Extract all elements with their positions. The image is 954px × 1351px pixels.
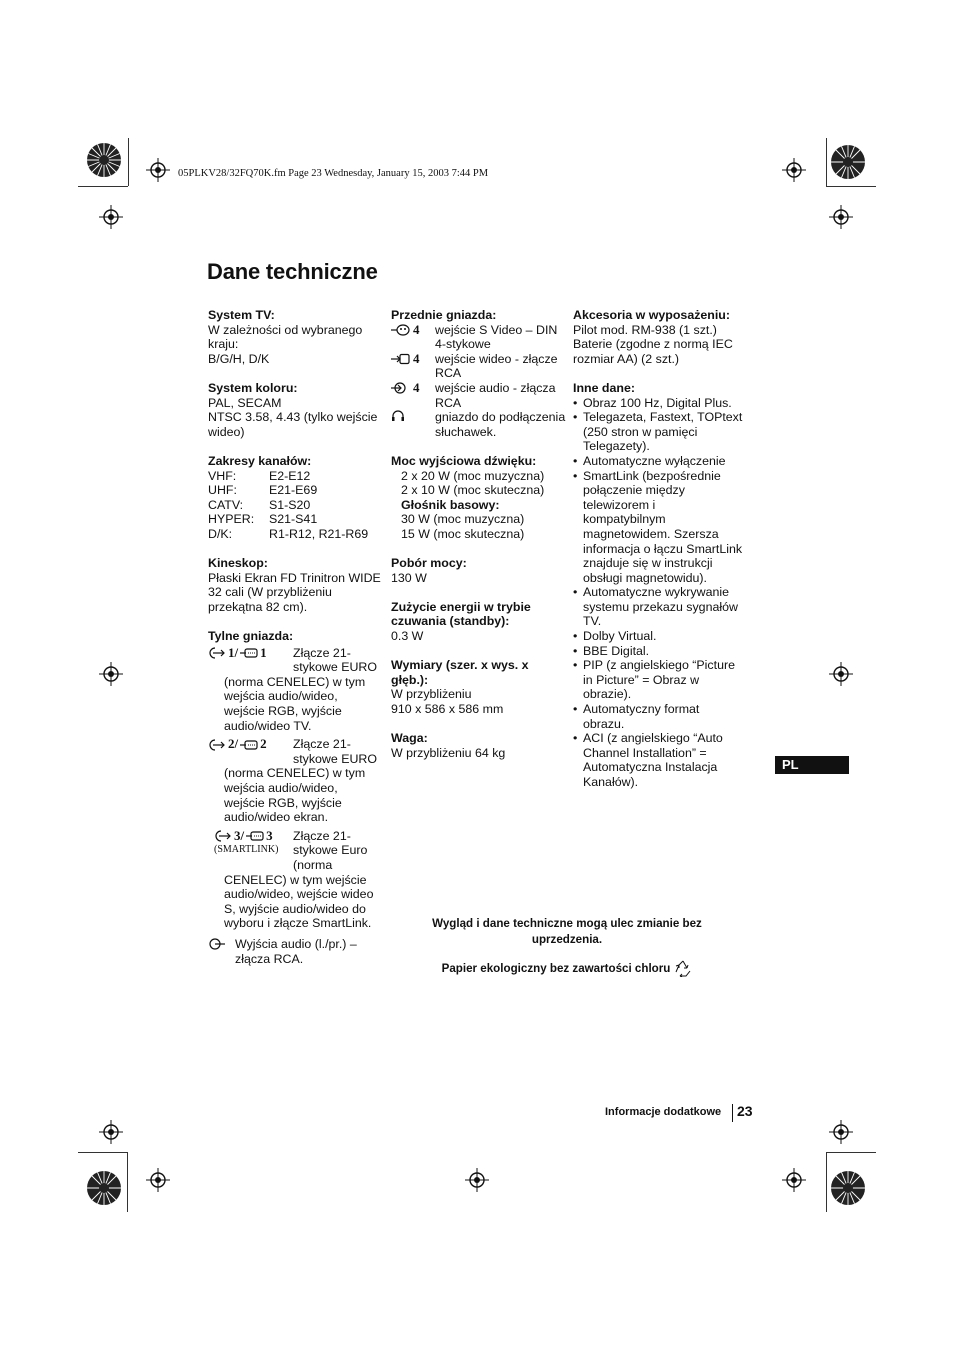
spec-line: wejścia audio/wideo, bbox=[224, 689, 338, 704]
bullet-icon: • bbox=[573, 658, 578, 673]
smartlink-label: (SMARTLINK) bbox=[214, 844, 279, 856]
spec-line: W przybliżeniu bbox=[391, 687, 472, 702]
front-connector bbox=[391, 352, 569, 381]
connector-number: 3/ bbox=[234, 827, 245, 843]
spec-line: wideo) bbox=[208, 424, 245, 439]
channel-range-row bbox=[208, 527, 386, 542]
spec-line: wyboru i złącze SmartLink. bbox=[224, 916, 372, 931]
crop-line bbox=[826, 1152, 827, 1212]
bullet-icon: • bbox=[573, 453, 578, 468]
connector-number: 1 bbox=[260, 644, 267, 660]
feature-line: PIP (z angielskiego “Picture bbox=[583, 658, 735, 673]
spec-line: wejście wideo - złącze bbox=[435, 351, 558, 366]
feature-line: ACI (z angielskiego “Auto bbox=[583, 731, 723, 746]
spec-line: 0.3 W bbox=[391, 629, 424, 644]
feature-line: Automatyczne wykrywanie bbox=[583, 585, 729, 600]
bullet-icon: • bbox=[573, 629, 578, 644]
audio-input-icon bbox=[391, 381, 435, 396]
feature-line: systemu przekazu sygnałów bbox=[583, 599, 738, 614]
band-value: S1-S20 bbox=[269, 497, 311, 512]
spec-line: rozmiar AA) (2 szt.) bbox=[573, 351, 680, 366]
band-label: VHF: bbox=[208, 468, 237, 483]
crosshair-mark bbox=[99, 205, 123, 229]
spec-line: 30 W (moc muzyczna) bbox=[401, 512, 525, 527]
feature-item bbox=[573, 731, 753, 789]
connector-number: 1/ bbox=[228, 644, 239, 660]
band-label: HYPER: bbox=[208, 512, 255, 527]
change-notice bbox=[400, 916, 734, 948]
spec-line: 2 x 20 W (moc muzyczna) bbox=[401, 468, 545, 483]
spec-line: Pilot mod. RM-938 (1 szt.) bbox=[573, 322, 717, 337]
spec-line: Złącze 21- bbox=[293, 737, 351, 752]
crosshair-mark bbox=[782, 1168, 806, 1192]
bullet-icon: • bbox=[573, 702, 578, 717]
front-connector bbox=[391, 323, 569, 352]
spec-line: RCA bbox=[435, 366, 462, 381]
bullet-icon: • bbox=[573, 395, 578, 410]
connector-number: 4 bbox=[413, 350, 420, 366]
connector-number: 2/ bbox=[228, 736, 239, 752]
page-title: Dane techniczne bbox=[207, 259, 378, 284]
bullet-icon: • bbox=[573, 410, 578, 425]
spec-line: przekątna 82 cm). bbox=[208, 599, 308, 614]
section-name: Informacje dodatkowe bbox=[605, 1106, 722, 1118]
spec-line: Złącze 21- bbox=[293, 645, 351, 660]
column-right bbox=[573, 308, 753, 790]
feature-item bbox=[573, 629, 753, 644]
kineskop-heading: Kineskop: bbox=[208, 556, 268, 571]
spec-line: audio/wideo, wejście wideo bbox=[224, 887, 374, 902]
feature-line: Obraz 100 Hz, Digital Plus. bbox=[583, 395, 732, 410]
eco-paper-note bbox=[400, 960, 734, 977]
s-video-icon bbox=[391, 323, 435, 338]
feature-line: połączenie między bbox=[583, 483, 685, 498]
spec-line: audio/wideo ekran. bbox=[224, 810, 329, 825]
feature-line: Automatyczna Instalacja bbox=[583, 760, 718, 775]
band-label: UHF: bbox=[208, 483, 237, 498]
notice-line: uprzedzenia. bbox=[531, 933, 603, 946]
feature-item bbox=[573, 410, 753, 454]
feature-line: obrazu. bbox=[583, 716, 625, 731]
crop-line bbox=[127, 1152, 128, 1212]
front-connector bbox=[391, 410, 569, 439]
spec-line: Wyjścia audio (l./pr.) – bbox=[235, 936, 357, 951]
band-value: E2-E12 bbox=[269, 468, 311, 483]
spec-line: 2 x 10 W (moc skuteczna) bbox=[401, 483, 545, 498]
features-list bbox=[573, 396, 753, 790]
scart-connector-1 bbox=[208, 646, 386, 675]
spec-line: RCA bbox=[435, 395, 462, 410]
spec-line: słuchawek. bbox=[435, 424, 497, 439]
registration-mark-top-left bbox=[84, 140, 124, 180]
feature-item bbox=[573, 396, 753, 411]
scart-connector-3 bbox=[208, 829, 386, 873]
feature-line: BBE Digital. bbox=[583, 643, 650, 658]
bullet-icon: • bbox=[573, 585, 578, 600]
spec-line: 910 x 586 x 586 mm bbox=[391, 702, 504, 717]
spec-line: S, wyjście audio/wideo do bbox=[224, 901, 366, 916]
akcesoria-heading: Akcesoria w wyposażeniu: bbox=[573, 308, 731, 322]
bullet-icon: • bbox=[573, 731, 578, 746]
column-middle bbox=[391, 308, 569, 760]
eco-paper-text: Papier ekologiczny bez zawartości chloru bbox=[441, 962, 671, 975]
feature-item bbox=[573, 658, 753, 702]
spec-line: Płaski Ekran FD Trinitron WIDE bbox=[208, 570, 381, 585]
feature-line: Kanałów). bbox=[583, 775, 639, 789]
band-value: S21-S41 bbox=[269, 512, 318, 527]
crosshair-mark bbox=[99, 1120, 123, 1144]
scart-connector-2 bbox=[208, 737, 386, 766]
feature-line: informacja o łączu SmartLink bbox=[583, 541, 743, 556]
spec-line: wejście S Video – DIN bbox=[435, 322, 558, 337]
channel-range-row bbox=[208, 498, 386, 513]
spec-line: W zależności od wybranego bbox=[208, 322, 363, 337]
crosshair-mark bbox=[829, 662, 853, 686]
feature-line: Automatyczne wyłączenie bbox=[583, 453, 726, 468]
inne-heading: Inne dane: bbox=[573, 380, 635, 395]
channel-range-row bbox=[208, 512, 386, 527]
spec-line: 4-stykowe bbox=[435, 337, 491, 352]
front-connector bbox=[391, 381, 569, 410]
wymiary-heading-2: głęb.): bbox=[391, 672, 429, 687]
pobor-heading: Pobór mocy: bbox=[391, 556, 467, 571]
waga-heading: Waga: bbox=[391, 731, 428, 746]
registration-mark-bottom-left bbox=[84, 1168, 124, 1208]
feature-line: znajduje się w instrukcji bbox=[583, 556, 713, 571]
crop-line bbox=[78, 1152, 128, 1153]
registration-mark-top-right bbox=[828, 142, 868, 182]
spec-line: Złącze 21- bbox=[293, 828, 351, 843]
spec-line: gniazdo do podłączenia bbox=[435, 410, 566, 425]
crosshair-mark bbox=[146, 1168, 170, 1192]
video-input-icon bbox=[391, 352, 435, 367]
band-label: CATV: bbox=[208, 497, 244, 512]
notice-line: Wygląd i dane techniczne mogą ulec zmianie bez bbox=[432, 917, 702, 930]
feature-line: Automatyczny format bbox=[583, 702, 700, 717]
spec-line: kraju: bbox=[208, 337, 239, 352]
spec-line: Baterie (zgodne z normą IEC bbox=[573, 337, 733, 352]
feature-line: TV. bbox=[583, 614, 602, 629]
connector-number: 4 bbox=[413, 379, 420, 395]
crosshair-mark bbox=[829, 1120, 853, 1144]
zakresy-heading: Zakresy kanałów: bbox=[208, 453, 312, 468]
recycle-icon bbox=[674, 960, 692, 977]
spec-line: B/G/H, D/K bbox=[208, 351, 270, 366]
headphones-icon bbox=[391, 410, 435, 422]
feature-line: kompatybilnym bbox=[583, 512, 666, 527]
wymiary-heading: Wymiary (szer. x wys. x bbox=[391, 658, 529, 673]
feature-line: in Picture” = Obraz w bbox=[583, 672, 700, 687]
system-koloru-heading: System koloru: bbox=[208, 380, 298, 395]
connector-number: 3 bbox=[266, 827, 273, 843]
feature-line: SmartLink (bezpośrednie bbox=[583, 468, 721, 483]
band-value: E21-E69 bbox=[269, 483, 318, 498]
connector-number: 4 bbox=[413, 321, 420, 337]
feature-line: magnetowidem. Szersza bbox=[583, 526, 719, 541]
bullet-icon: • bbox=[573, 643, 578, 658]
crop-line bbox=[128, 138, 129, 186]
spec-line: 130 W bbox=[391, 570, 427, 585]
audio-output bbox=[208, 937, 386, 966]
column-left bbox=[208, 308, 386, 966]
feature-line: Telegazeta, Fastext, TOPtext bbox=[583, 410, 743, 425]
feature-item bbox=[573, 585, 753, 629]
scart-2-icon bbox=[208, 737, 293, 752]
spec-line: 15 W (moc skuteczna) bbox=[401, 526, 525, 541]
zuzycie-heading-2: czuwania (standby): bbox=[391, 614, 510, 629]
feature-line: Telegazety). bbox=[583, 439, 650, 454]
band-value: R1-R12, R21-R69 bbox=[269, 526, 369, 541]
feature-item bbox=[573, 702, 753, 731]
crosshair-mark bbox=[146, 158, 170, 182]
channel-range-row bbox=[208, 469, 386, 484]
spec-line: stykowe EURO bbox=[293, 660, 377, 675]
connector-number: 2 bbox=[260, 736, 267, 752]
spec-line: CENELEC) w tym wejście bbox=[224, 872, 367, 887]
language-tab: PL bbox=[775, 756, 849, 774]
crop-line bbox=[826, 1152, 876, 1153]
tylne-heading: Tylne gniazda: bbox=[208, 629, 294, 644]
feature-item bbox=[573, 469, 753, 586]
audio-out-icon bbox=[208, 937, 235, 955]
feature-line: (250 stron w pamięci bbox=[583, 424, 698, 439]
zuzycie-heading: Zużycie energii w trybie bbox=[391, 599, 531, 614]
band-label: D/K: bbox=[208, 526, 233, 541]
subwoofer-heading: Głośnik basowy: bbox=[401, 497, 500, 512]
spec-line: stykowe Euro bbox=[293, 843, 368, 858]
bullet-icon: • bbox=[573, 468, 578, 483]
spec-line: 32 cali (W przybliżeniu bbox=[208, 585, 332, 600]
feature-line: Channel Installation” = bbox=[583, 745, 707, 760]
przednie-heading: Przednie gniazda: bbox=[391, 308, 497, 322]
spec-line: wejścia audio/wideo, bbox=[224, 781, 338, 795]
feature-line: obrazie). bbox=[583, 687, 632, 702]
spec-line: złącza RCA. bbox=[235, 951, 304, 966]
spec-line: stykowe EURO bbox=[293, 751, 377, 766]
channel-range-row bbox=[208, 483, 386, 498]
spec-line: W przybliżeniu 64 kg bbox=[391, 745, 506, 760]
crosshair-mark bbox=[465, 1168, 489, 1192]
registration-mark-bottom-right bbox=[828, 1168, 868, 1208]
feature-item bbox=[573, 454, 753, 469]
spec-line: wejście audio - złącza bbox=[435, 380, 556, 395]
feature-item bbox=[573, 644, 753, 659]
crosshair-mark bbox=[99, 662, 123, 686]
file-header: 05PLKV28/32FQ70K.fm Page 23 Wednesday, January 15, 2003 7:44 PM bbox=[178, 168, 489, 179]
spec-line: (norma CENELEC) w tym bbox=[224, 674, 366, 689]
crop-line bbox=[78, 186, 128, 187]
spec-line: wejście RGB, wyjście bbox=[224, 704, 342, 719]
crosshair-mark bbox=[829, 205, 853, 229]
spec-line: wejście RGB, wyjście bbox=[224, 795, 342, 810]
scart-3-icon bbox=[208, 829, 293, 844]
page-number: 23 bbox=[737, 1103, 753, 1119]
crosshair-mark bbox=[782, 158, 806, 182]
footer-divider bbox=[732, 1104, 733, 1122]
system-tv-heading: System TV: bbox=[208, 308, 275, 322]
spec-line: (norma CENELEC) w tym bbox=[224, 766, 366, 781]
spec-line: NTSC 3.58, 4.43 (tylko wejście bbox=[208, 410, 378, 425]
feature-line: telewizorem i bbox=[583, 497, 656, 512]
crop-line bbox=[826, 186, 876, 187]
scart-1-icon bbox=[208, 646, 293, 661]
moc-heading: Moc wyjściowa dźwięku: bbox=[391, 453, 537, 468]
feature-line: Dolby Virtual. bbox=[583, 629, 657, 644]
crop-line bbox=[826, 138, 827, 186]
spec-line: audio/wideo TV. bbox=[224, 718, 312, 733]
spec-line: (norma bbox=[293, 857, 333, 872]
spec-line: PAL, SECAM bbox=[208, 395, 282, 410]
feature-line: obsługi magnetowidu). bbox=[583, 570, 707, 585]
